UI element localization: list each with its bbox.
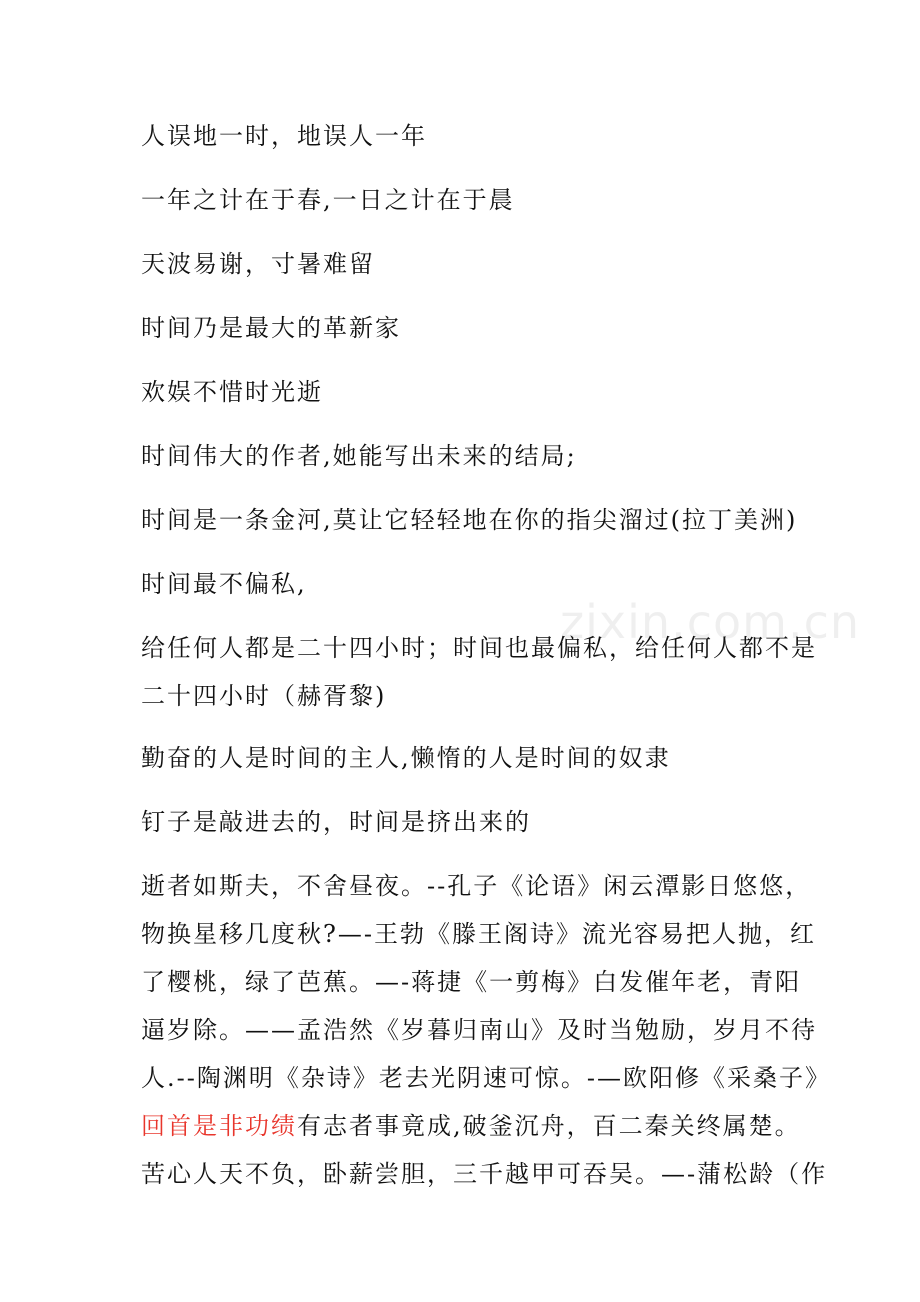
text-line-9: 给任何人都是二十四小时；时间也最偏私，给任何人都不是 [141,634,817,662]
text-line-19: 苦心人天不负，卧薪尝胆，三千越甲可吞吴。—-蒲松龄（作 [141,1160,828,1188]
text-line-15: 了樱桃，绿了芭蕉。—-蒋捷《一剪梅》白发催年老，青阳 [141,968,802,996]
text-line-17: 人.--陶渊明《杂诗》老去光阴速可惊。-—欧阳修《采桑子》 [141,1064,831,1092]
highlighted-text: 回首是非功绩 [141,1112,297,1140]
text-line-14: 物换星移几度秋?—-王勃《滕王阁诗》流光容易把人抛，红 [141,920,816,948]
text-line-10: 二十四小时（赫胥黎) [141,682,387,710]
text-line-6: 时间伟大的作者,她能写出未来的结局; [141,442,577,470]
line-continuation: 有志者事竟成,破釜沉舟，百二秦关终属楚。 [297,1112,801,1140]
text-line-8: 时间最不偏私, [141,570,307,598]
text-line-3: 天波易谢，寸暑难留 [141,250,375,278]
watermark: zixin.com.cn [560,595,861,649]
text-line-1: 人误地一时，地误人一年 [141,122,427,150]
text-line-5: 欢娱不惜时光逝 [141,378,323,406]
text-line-11: 勤奋的人是时间的主人,懒惰的人是时间的奴隶 [141,744,671,772]
text-line-4: 时间乃是最大的革新家 [141,314,401,342]
text-line-12: 钉子是敲进去的，时间是挤出来的 [141,808,531,836]
text-line-2: 一年之计在于春,一日之计在于晨 [141,186,515,214]
text-line-16: 逼岁除。——孟浩然《岁暮归南山》及时当勉励，岁月不待 [141,1016,817,1044]
text-line-18 [141,1111,801,1141]
text-line-7: 时间是一条金河,莫让它轻轻地在你的指尖溜过(拉丁美洲) [141,506,798,534]
text-line-13: 逝者如斯夫，不舍昼夜。--孔子《论语》闲云潭影日悠悠， [141,872,812,900]
